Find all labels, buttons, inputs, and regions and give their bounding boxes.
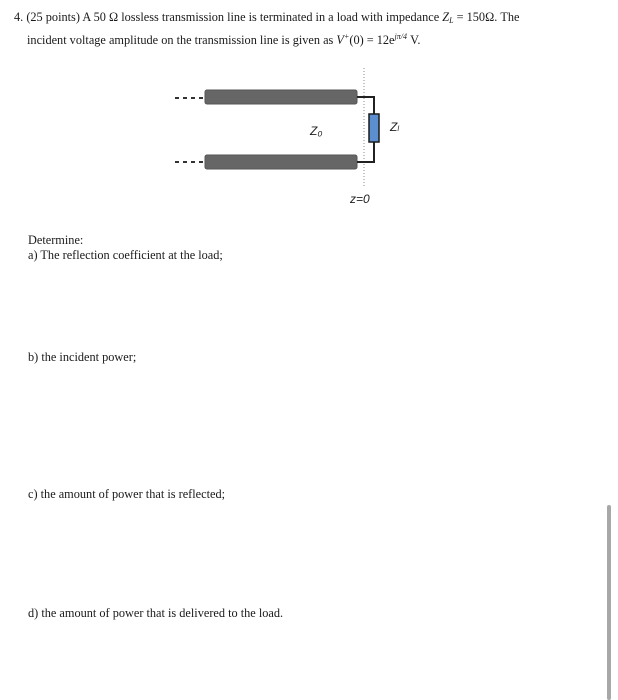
determine-heading: Determine: — [28, 233, 84, 247]
problem-line-1 — [14, 10, 604, 29]
part-d: d) the amount of power that is delivered to the load. — [28, 606, 284, 620]
v-symbol: V — [336, 32, 344, 47]
zl-symbol: Z — [442, 10, 450, 24]
z0-label: Z₀ — [310, 124, 323, 138]
problem-text-1: A 50 Ω lossless transmission line is terminated in a load with impedance — [82, 10, 440, 24]
problem-statement — [14, 10, 604, 48]
bottom-conductor — [205, 155, 357, 169]
zl-value: = 150Ω. The — [456, 10, 520, 24]
part-b: b) the incident power; — [28, 350, 137, 364]
problem-line-2 — [14, 29, 604, 49]
problem-points: (25 points) — [26, 10, 80, 24]
bottom-load-wire — [357, 142, 374, 162]
load-impedance — [369, 114, 379, 142]
v-unit: V. — [410, 32, 421, 47]
part-a: a) The reflection coefficient at the load; — [28, 248, 223, 262]
v-exponent: jπ/4 — [394, 31, 407, 41]
top-conductor — [205, 90, 357, 104]
zl-label: Zₗ — [390, 120, 400, 134]
part-c: c) the amount of power that is reflected; — [28, 487, 226, 501]
v-argument: (0) = 12e — [349, 32, 395, 47]
top-load-wire — [357, 97, 374, 114]
vertical-scrollbar[interactable] — [607, 505, 611, 700]
position-label: z=0 — [350, 192, 370, 206]
problem-text-2: incident voltage amplitude on the transmission line is given as — [27, 32, 334, 47]
zl-subscript: L — [449, 16, 454, 25]
problem-number: 4. — [14, 10, 24, 24]
v-superscript: + — [343, 31, 350, 41]
